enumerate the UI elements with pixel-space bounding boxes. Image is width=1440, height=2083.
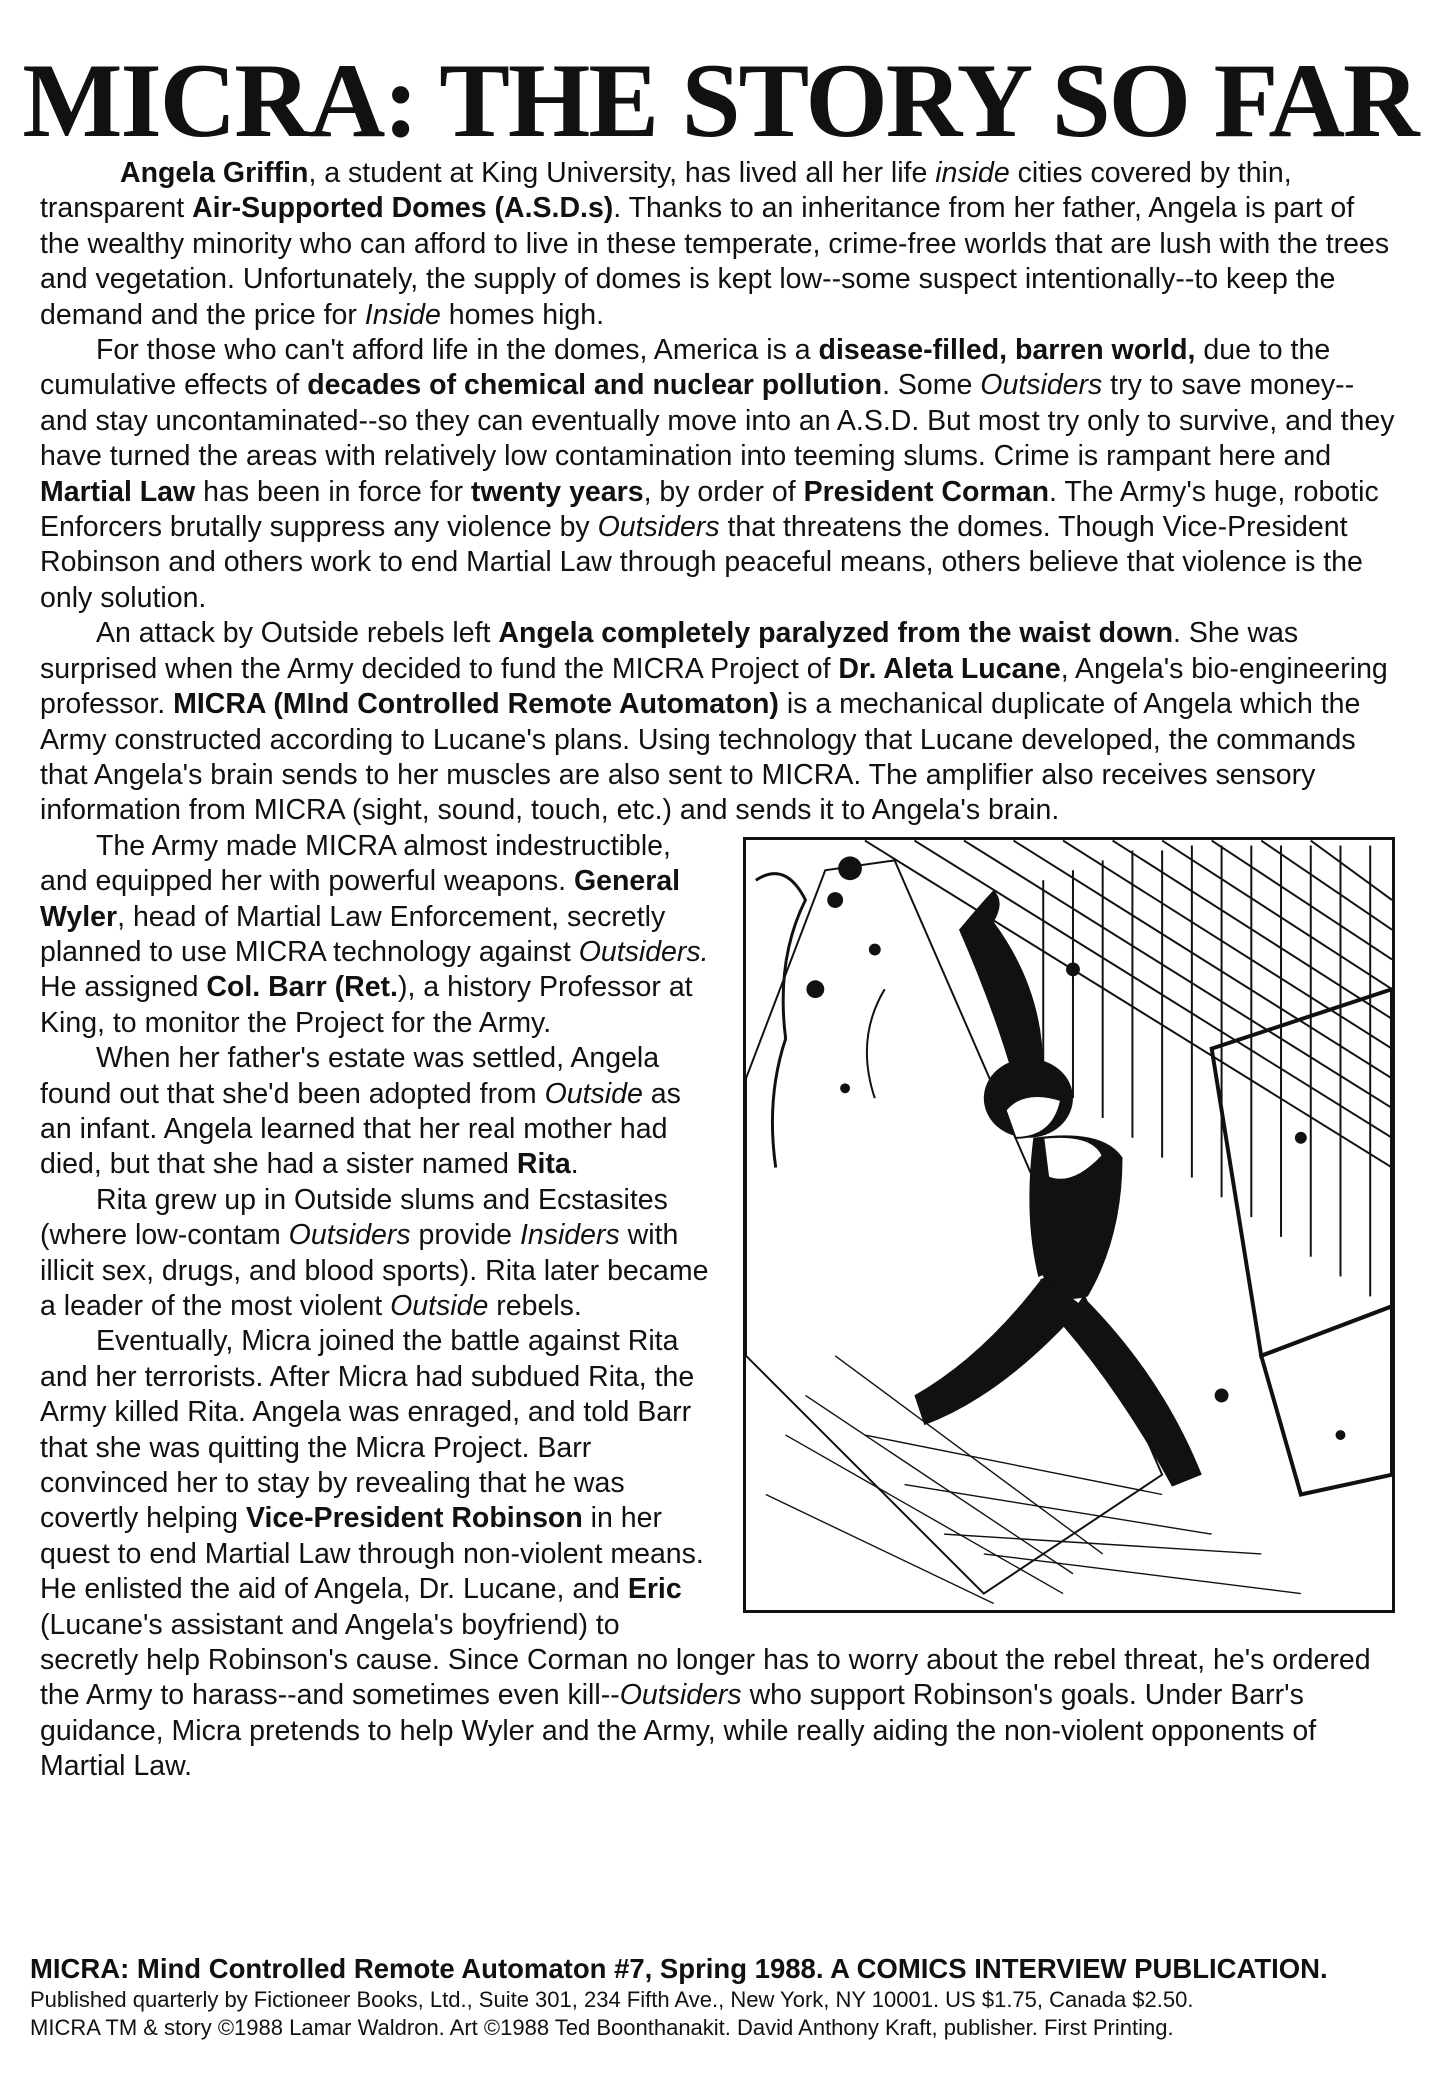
- term-asds: Air-Supported Domes (A.S.D.s): [192, 192, 614, 225]
- paragraph-6: Rita grew up in Outside slums and Ecstasites (where low-contam Outsiders provide Insiders with illicit sex, drugs, and blood sports). Rita later became a leader of the most violent Outside rebels.: [40, 1183, 709, 1322]
- indicia-title: MICRA: Mind Controlled Remote Automaton #7, Spring 1988. A COMICS INTERVIEW PUBLICATION.: [30, 1953, 1328, 1984]
- paragraph-5: When her father's estate was settled, Angela found out that she'd been adopted from Outside as an infant. Angela learned that her real mother had died, but that she had a sister named Rita.: [40, 1042, 681, 1181]
- paragraph-2: For those who can't afford life in the domes, America is a disease-filled, barren world, due to the cumulative effects of decades of chemical and nuclear pollution. Some Outsiders try to save money--and stay uncontaminated--so they can eventually move into an A.S.D. But most try only to survive, and they have turned the areas with relatively low contamination into teeming slums. Crime is rampant here and Martial Law has been in force for twenty years, by order of President Corman. The Army's huge, robotic Enforcers brutally suppress any violence by Outsiders that threatens the domes. Though Vice-President Robinson and others work to end Martial Law through peaceful means, others believe that violence is the only solution.: [40, 334, 1395, 614]
- micra-illustration: [743, 837, 1395, 1613]
- paragraph-7: Eventually, Micra joined the battle against Rita and her terrorists. After Micra had subdued Rita, the Army killed Rita. Angela was enraged, and told Barr that she was quitting the Micra Project. Barr convinced her to stay by revealing that he was covertly helping Vice-President Robinson in her quest to end Martial Law through non-violent means. He enlisted the aid of Angela, Dr. Lucane, and Eric (Lucane's assistant and Angela's boyfriend) to secretly help Robinson's cause. Since Corman no longer has to worry about the rebel threat, he's ordered the Army to harass--and sometimes even kill--Outsiders who support Robinson's goals. Under Barr's guidance, Micra pretends to help Wyler and the Army, while really aiding the non-violent opponents of Martial Law.: [40, 1325, 1371, 1783]
- page-title: MICRA: THE STORY SO FAR: [22, 42, 1418, 159]
- paragraph-3: An attack by Outside rebels left Angela completely paralyzed from the waist down. She was surprised when the Army decided to fund the MICRA Project of Dr. Aleta Lucane, Angela's bio-engineering professor. MICRA (MInd Controlled Remote Automaton) is a mechanical duplicate of Angela which the Army constructed according to Lucane's plans. Using technology that Lucane developed, the commands that Angela's brain sends to her muscles are also sent to MICRA. The amplifier also receives sensory information from MICRA (sight, sound, touch, etc.) and sends it to Angela's brain.: [40, 617, 1388, 827]
- paragraph-1: Angela Griffin, a student at King University, has lived all her life inside cities covered by thin, transparent Air-Supported Domes (A.S.D.s). Thanks to an inheritance from her father, Angela is part of the wealthy minority who can afford to live in these temperate, crime-free worlds that are lush with the trees and vegetation. Unfortunately, the supply of domes is kept low--some suspect intentionally--to keep the demand and the price for Inside homes high.: [40, 157, 1390, 331]
- indicia-publisher: Published quarterly by Fictioneer Books, Ltd., Suite 301, 234 Fifth Ave., New York, NY 10001. US $1.75, Canada $2.50.: [30, 1987, 1194, 2012]
- micra-illustration-art: [746, 840, 1392, 1610]
- paragraph-4: The Army made MICRA almost indestructible, and equipped her with powerful weapons. General Wyler, head of Martial Law Enforcement, secretly planned to use MICRA technology against Outsiders. He assigned Col. Barr (Ret.), a history Professor at King, to monitor the Project for the Army.: [40, 829, 709, 1039]
- publication-indicia: [30, 1952, 1420, 2042]
- indicia-copyright: MICRA TM & story ©1988 Lamar Waldron. Art ©1988 Ted Boonthanakit. David Anthony Kraft, publisher. First Printing.: [30, 2015, 1174, 2040]
- name-angela-griffin: Angela Griffin: [120, 157, 309, 189]
- story-text: [40, 156, 1395, 1785]
